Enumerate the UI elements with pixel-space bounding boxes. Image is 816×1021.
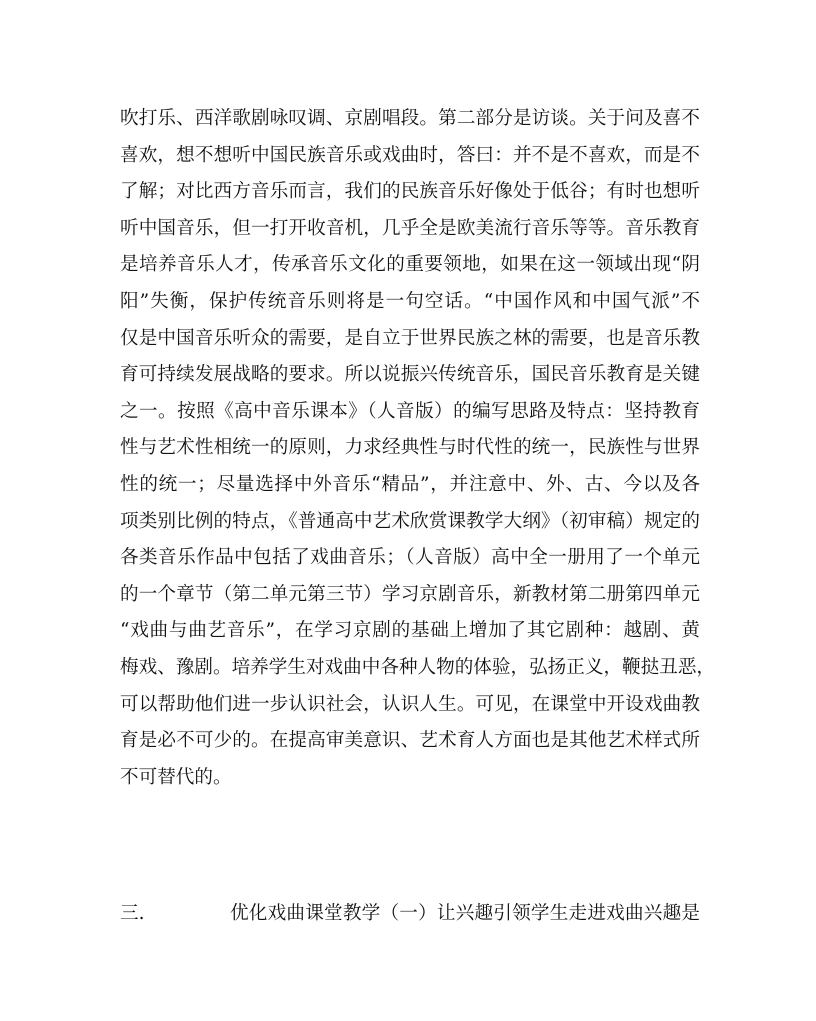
section-number: 三. <box>120 903 145 924</box>
text-line: 阳”失衡，保护传统音乐则将是一句空话。“中国作风和中国气派”不 <box>120 290 700 312</box>
text-line: “戏曲与曲艺音乐”，在学习京剧的基础上增加了其它剧种：越剧、黄 <box>120 620 700 642</box>
text-line: 听中国音乐，但一打开收音机，几乎全是欧美流行音乐等等。音乐教育 <box>120 217 700 239</box>
section-title: 优化戏曲课堂教学（一）让兴趣引领学生走进戏曲兴趣是 <box>230 903 700 924</box>
body-paragraph <box>120 101 716 796</box>
text-line: 可以帮助他们进一步认识社会，认识人生。可见，在课堂中开设戏曲教 <box>120 693 700 715</box>
text-line: 之一。按照《高中音乐课本》（人音版）的编写思路及特点：坚持教育 <box>120 400 700 422</box>
text-line: 吹打乐、西洋歌剧咏叹调、京剧唱段。第二部分是访谈。关于问及喜不 <box>120 108 700 129</box>
text-line: 喜欢，想不想听中国民族音乐或戏曲时，答曰：并不是不喜欢，而是不 <box>120 144 700 166</box>
text-line: 是培养音乐人才，传承音乐文化的重要领地，如果在这一领域出现“阴 <box>120 254 700 276</box>
section-heading <box>120 895 700 932</box>
text-line: 的一个章节（第二单元第三节）学习京剧音乐，新教材第二册第四单元 <box>120 583 700 605</box>
text-line: 性与艺术性相统一的原则，力求经典性与时代性的统一，民族性与世界 <box>120 437 700 459</box>
text-line: 育是必不可少的。在提高审美意识、艺术育人方面也是其他艺术样式所 <box>120 730 700 752</box>
text-line: 各类音乐作品中包括了戏曲音乐；（人音版）高中全一册用了一个单元 <box>120 547 700 569</box>
text-line: 了解；对比西方音乐而言，我们的民族音乐好像处于低谷；有时也想听 <box>120 181 700 203</box>
text-line: 育可持续发展战略的要求。所以说振兴传统音乐，国民音乐教育是关键 <box>120 364 700 386</box>
text-line-last: 不可替代的。 <box>120 766 232 788</box>
text-line: 项类别比例的特点，《普通高中艺术欣赏课教学大纲》（初审稿）规定的 <box>120 510 700 532</box>
text-line: 仅是中国音乐听众的需要，是自立于世界民族之林的需要，也是音乐教 <box>120 327 700 349</box>
text-line: 梅戏、豫剧。培养学生对戏曲中各种人物的体验，弘扬正义，鞭挞丑恶， <box>120 656 716 678</box>
text-line: 性的统一；尽量选择中外音乐“精品”，并注意中、外、古、今以及各 <box>120 473 700 495</box>
